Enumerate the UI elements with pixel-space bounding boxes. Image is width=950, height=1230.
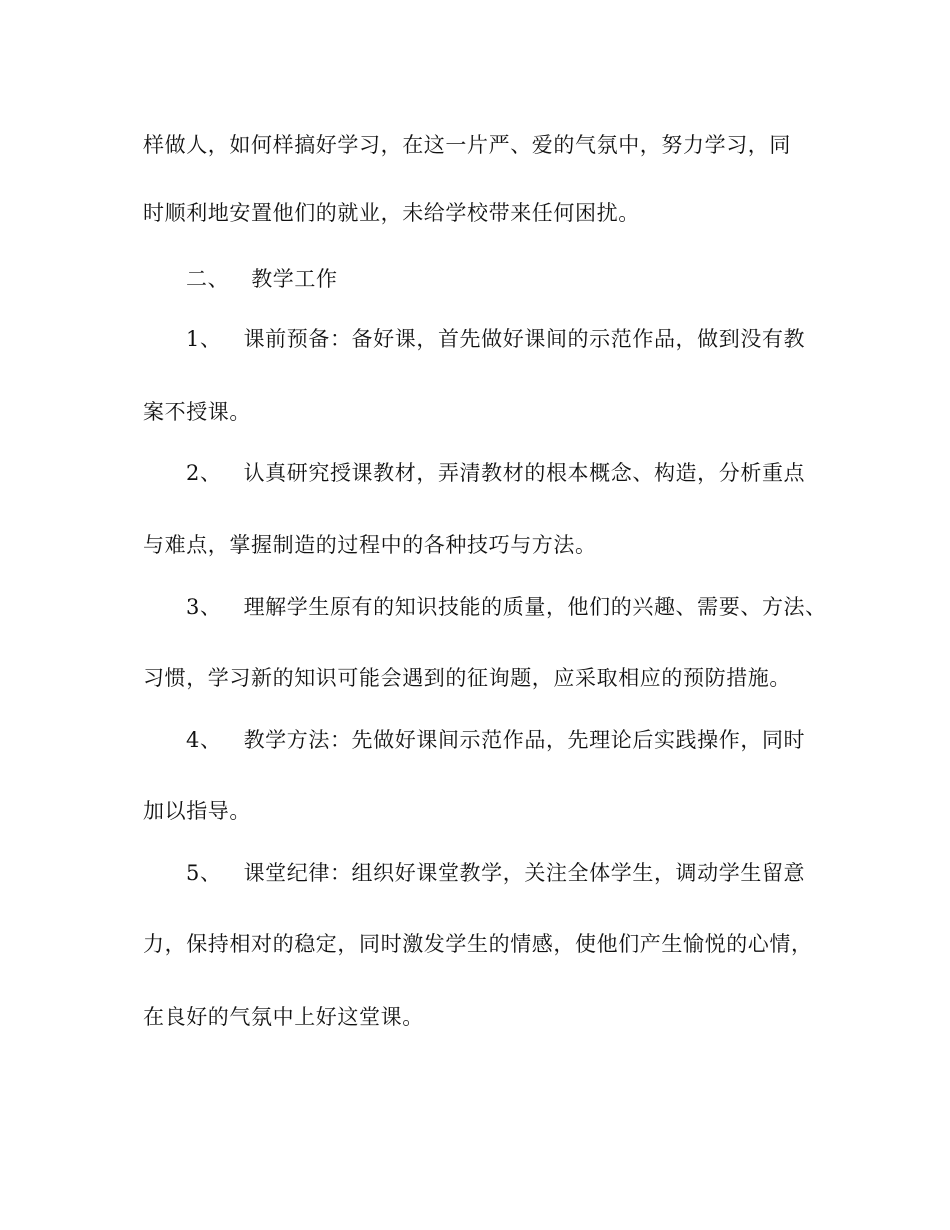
list-item <box>186 859 805 887</box>
item-text: 教学方法：先做好课间示范作品，先理论后实践操作，同时 <box>243 728 806 752</box>
section-title: 教学工作 <box>251 267 338 291</box>
paragraph-line: 加以指导。 <box>143 799 251 823</box>
item-number: 4、 <box>186 728 222 752</box>
paragraph-line: 力，保持相对的稳定，同时激发学生的情感，使他们产生愉悦的心情， <box>143 932 813 956</box>
list-item <box>186 459 805 487</box>
item-number: 1、 <box>186 327 222 351</box>
paragraph-line: 时顺利地安置他们的就业，未给学校带来任何困扰。 <box>143 201 640 225</box>
section-heading <box>186 265 338 293</box>
list-item <box>186 726 805 754</box>
list-item <box>186 325 805 353</box>
paragraph-line: 在良好的气氛中上好这堂课。 <box>143 1005 424 1029</box>
paragraph-line: 与难点，掌握制造的过程中的各种技巧与方法。 <box>143 533 597 557</box>
list-item <box>186 593 827 621</box>
paragraph-line: 样做人，如何样搞好学习，在这一片严、爱的气氛中，努力学习，同 <box>143 133 791 157</box>
item-text: 课前预备：备好课，首先做好课间的示范作品，做到没有教 <box>243 327 806 351</box>
paragraph-line: 习惯，学习新的知识可能会遇到的征询题，应采取相应的预防措施。 <box>143 666 791 690</box>
item-text: 理解学生原有的知识技能的质量，他们的兴趣、需要、方法、 <box>243 595 827 619</box>
item-number: 2、 <box>186 461 222 485</box>
paragraph-line: 案不授课。 <box>143 400 251 424</box>
item-number: 5、 <box>186 861 222 885</box>
section-number: 二、 <box>186 267 230 291</box>
item-number: 3、 <box>186 595 222 619</box>
item-text: 课堂纪律：组织好课堂教学，关注全体学生，调动学生留意 <box>243 861 806 885</box>
item-text: 认真研究授课教材，弄清教材的根本概念、构造，分析重点 <box>243 461 806 485</box>
